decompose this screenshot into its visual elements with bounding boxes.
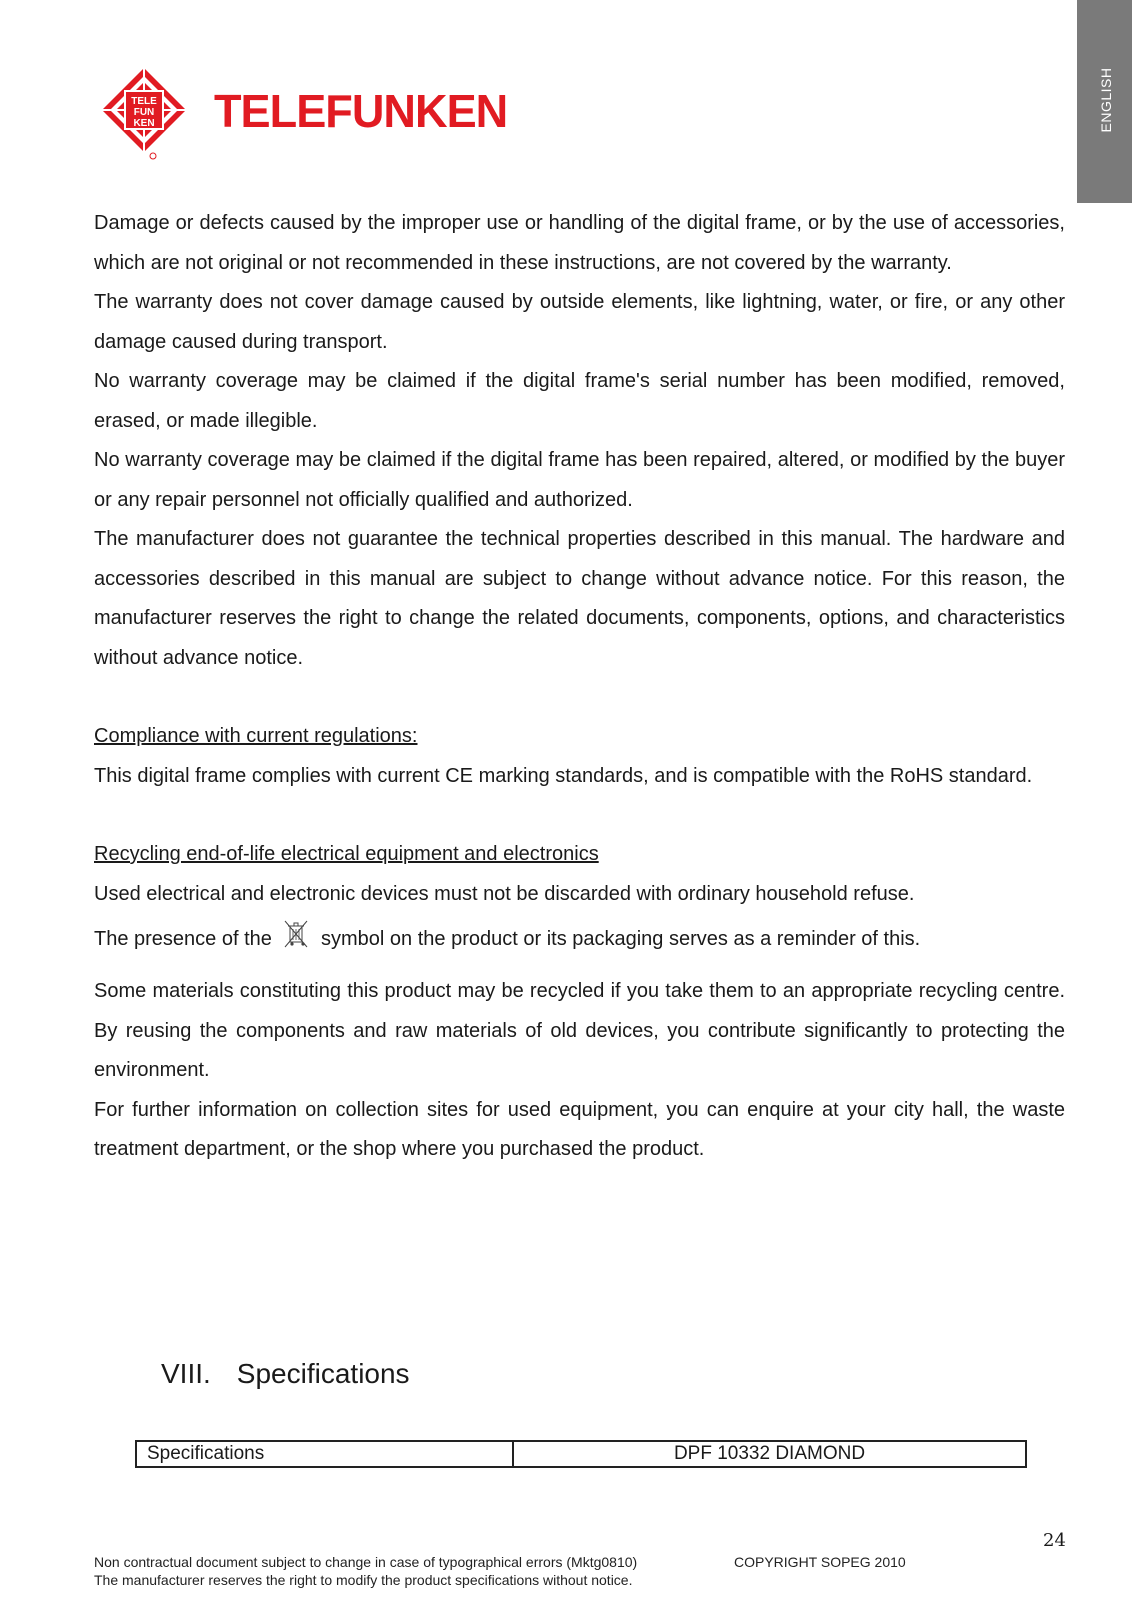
badge-line-1: TELE: [131, 96, 157, 107]
footer-copyright: COPYRIGHT SOPEG 2010: [734, 1554, 906, 1570]
symbol-text-before: The presence of the: [94, 928, 272, 950]
recycling-symbol-line: [94, 914, 1065, 970]
telefunken-diamond-icon: [100, 66, 200, 162]
specifications-table: [135, 1440, 1027, 1468]
warranty-paragraph-4: No warranty coverage may be claimed if the digital frame has been repaired, altered, or modified by the buyer or any repair personnel not officially qualified and authorized.: [94, 449, 1065, 511]
warranty-paragraph-1: Damage or defects caused by the improper use or handling of the digital frame, or by the use of accessories, which are not original or not recommended in these instructions, are not covered by the warranty.: [94, 212, 1065, 274]
table-header-cell: DPF 10332 DIAMOND: [513, 1441, 1026, 1467]
specifications-heading: [161, 1358, 410, 1390]
page-footer: [94, 1553, 994, 1589]
warranty-paragraph-5: The manufacturer does not guarantee the technical properties described in this manual. The hardware and accessories described in this manual are subject to change without advance notice. For this reason, the manufacturer reserves the right to change the related documents, components, options, and characteristics without advance notice.: [94, 528, 1065, 669]
compliance-text: This digital frame complies with current CE marking standards, and is compatible with the RoHS standard.: [94, 764, 1033, 787]
badge-line-3: KEN: [133, 118, 155, 129]
compliance-heading: Compliance with current regulations:: [94, 725, 418, 747]
footer-line-2: The manufacturer reserves the right to modify the product specifications without notice.: [94, 1572, 633, 1588]
language-tab: [1077, 0, 1132, 203]
telefunken-logo: [100, 66, 508, 162]
language-tab-label: ENGLISH: [1098, 67, 1114, 133]
footer-line-1: Non contractual document subject to change in case of typographical errors (Mktg0810): [94, 1554, 638, 1570]
recycling-paragraph-1: Used electrical and electronic devices must not be discarded with ordinary household refuse.: [94, 882, 915, 905]
table-header-cell: Specifications: [136, 1441, 513, 1467]
badge-line-2: FUN: [133, 107, 155, 118]
page-number: 24: [1043, 1530, 1066, 1551]
symbol-text-after: symbol on the product or its packaging serves as a reminder of this.: [321, 928, 921, 950]
warranty-paragraph-3: No warranty coverage may be claimed if the digital frame's serial number has been modified, removed, erased, or made illegible.: [94, 370, 1065, 432]
table-row: [136, 1441, 1026, 1467]
recycling-paragraph-2: Some materials constituting this product may be recycled if you take them to an appropriate recycling centre. By reusing the components and raw materials of old devices, you contribute significantly to protecting the environment.: [94, 980, 1065, 1081]
recycling-paragraph-3: For further information on collection sites for used equipment, you can enquire at your city hall, the waste treatment department, or the shop where you purchased the product.: [94, 1098, 1065, 1160]
logo-wordmark: TELEFUNKEN: [214, 85, 508, 137]
section-title: Specifications: [236, 1358, 410, 1389]
recycling-heading: Recycling end-of-life electrical equipment and electronics: [94, 843, 599, 865]
warranty-paragraph-2: The warranty does not cover damage caused by outside elements, like lightning, water, or fire, or any other damage caused during transport.: [94, 291, 1065, 353]
document-body: [94, 204, 1065, 1170]
section-number: VIII.: [161, 1358, 211, 1389]
crossed-bin-icon: [281, 917, 311, 970]
